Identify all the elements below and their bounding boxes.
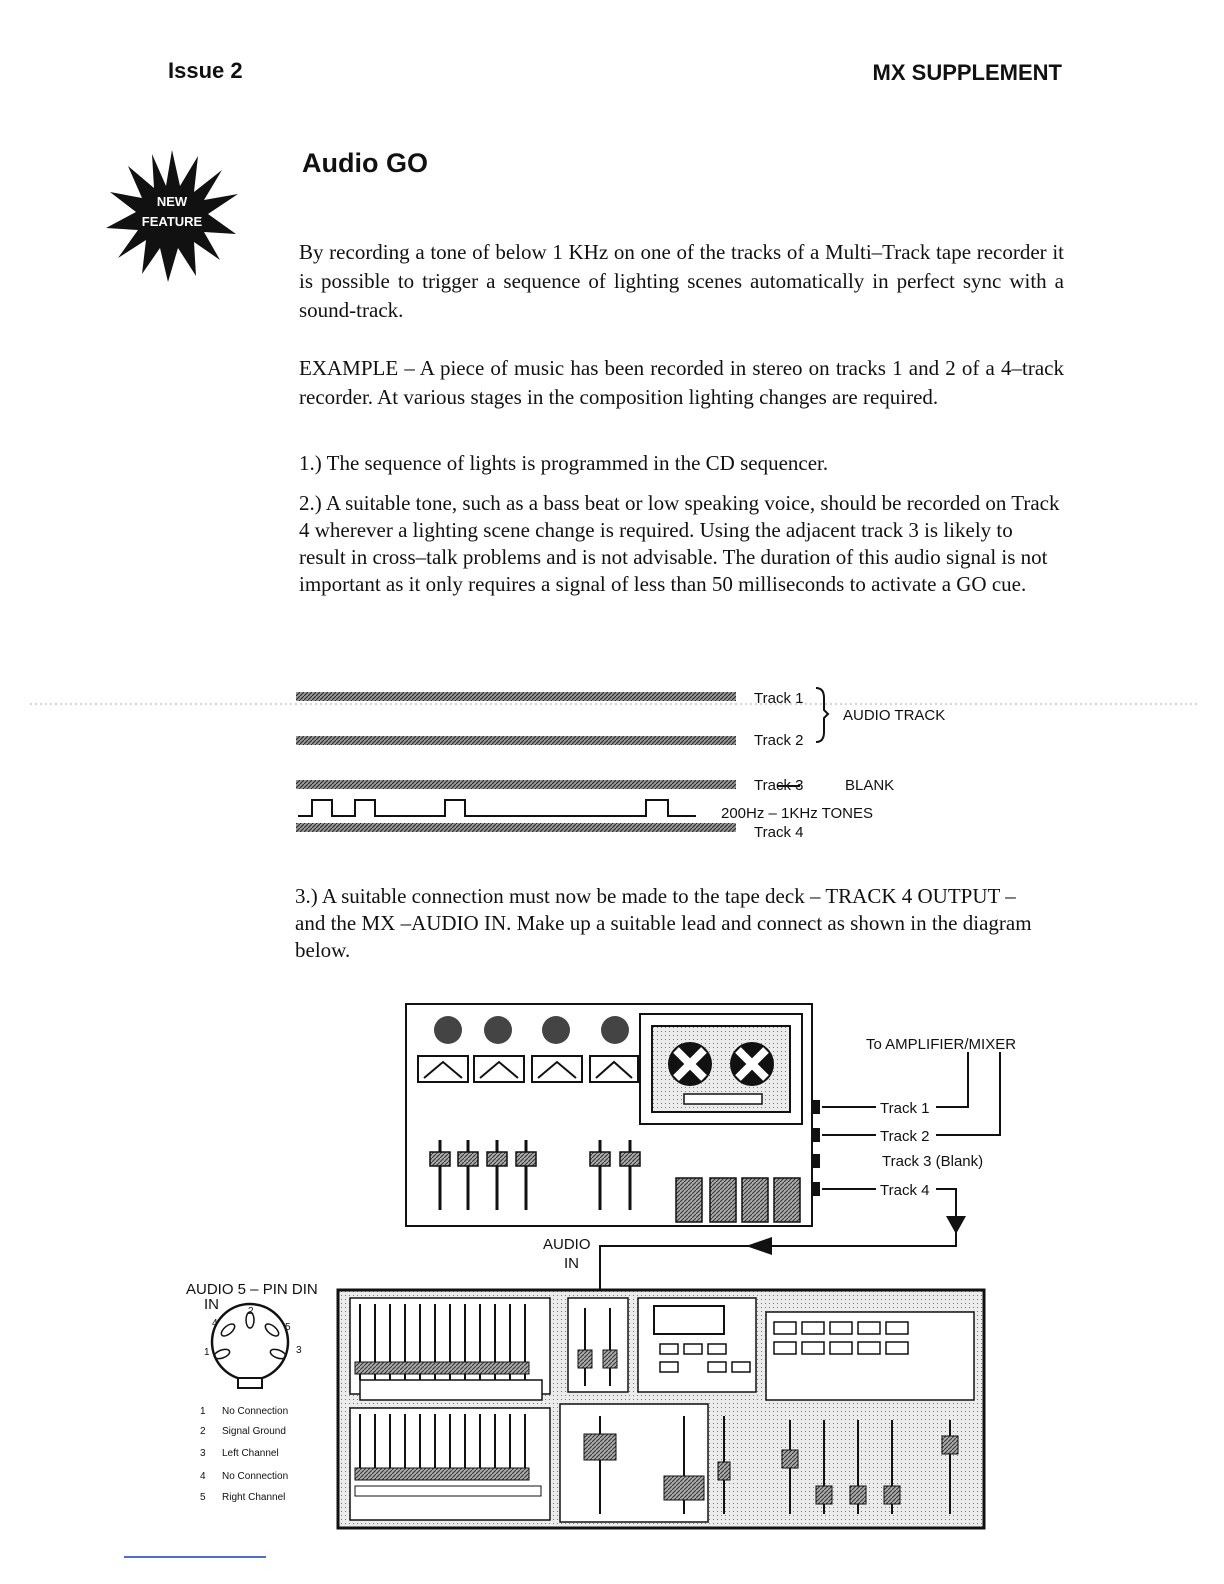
footer-rule — [124, 1556, 266, 1558]
pin-row: 4 No Connection — [200, 1471, 289, 1482]
track-1-bar — [296, 692, 736, 701]
connection-diagram — [0, 990, 1224, 1550]
output-track-4-label: Track 4 — [880, 1182, 930, 1199]
track-2-bar — [296, 736, 736, 745]
output-track-3-label: Track 3 (Blank) — [882, 1153, 984, 1170]
deck-fader — [487, 1152, 507, 1166]
din-title: AUDIO 5 – PIN DIN — [186, 1281, 318, 1298]
deck-knob — [542, 1016, 570, 1044]
tape-deck — [406, 1004, 820, 1226]
din-pin-number: 5 — [285, 1322, 291, 1333]
deck-fader — [590, 1152, 610, 1166]
track-3-bar — [296, 780, 736, 789]
track-4-arrow-icon — [946, 1216, 966, 1234]
audio-in-arrow-icon — [746, 1237, 772, 1255]
transport-button — [676, 1178, 702, 1222]
track-4-label: Track 4 — [754, 824, 804, 841]
deck-fader — [458, 1152, 478, 1166]
transport-button — [774, 1178, 800, 1222]
deck-fader — [516, 1152, 536, 1166]
pin-row: 5 Right Channel — [200, 1492, 286, 1503]
vu-meter — [474, 1056, 524, 1082]
track-1-label: Track 1 — [754, 690, 804, 707]
output-jack — [812, 1128, 820, 1142]
new-feature-badge — [120, 192, 224, 232]
step-3: 3.) A suitable connection must now be made to the tape deck – TRACK 4 OUTPUT – and the MX –AUDIO IN. Make up a suitable lead and connect as shown in the diagram below. — [295, 884, 1032, 962]
vu-meter — [418, 1056, 468, 1082]
vu-meter — [532, 1056, 582, 1082]
step-1: 1.) The sequence of lights is programmed in the CD sequencer. — [299, 451, 829, 475]
example-paragraph: EXAMPLE – A piece of music has been recorded in stereo on tracks 1 and 2 of a 4–track recorder. At various stages in the composition lighting changes are required. — [299, 356, 1064, 409]
din-pin-number: 3 — [296, 1345, 302, 1356]
channel-fader-row — [355, 1468, 529, 1480]
audio-in-label: AUDIO — [543, 1236, 591, 1253]
badge-line-new: NEW — [156, 194, 188, 209]
deck-knob — [601, 1016, 629, 1044]
deck-fader — [620, 1152, 640, 1166]
output-track-1-label: Track 1 — [880, 1100, 930, 1117]
din-title-2: IN — [204, 1296, 219, 1313]
track-4-bar — [296, 823, 736, 832]
pin-row: 1 No Connection — [200, 1406, 289, 1417]
output-jack — [812, 1182, 820, 1196]
track-2-label: Track 2 — [754, 732, 804, 749]
channel-fader-row — [355, 1362, 529, 1374]
transport-button — [742, 1178, 768, 1222]
din-pin-number: 4 — [212, 1318, 218, 1329]
output-track-2-label: Track 2 — [880, 1128, 930, 1145]
tones-label: 200Hz – 1KHz TONES — [721, 805, 874, 822]
audio-in-label-2: IN — [564, 1255, 579, 1272]
tone-pulses — [298, 800, 696, 816]
to-amplifier-label: To AMPLIFIER/MIXER — [866, 1036, 1017, 1053]
transport-button — [710, 1178, 736, 1222]
mx-console — [338, 1290, 984, 1528]
output-jack — [812, 1154, 820, 1168]
section-title: Audio GO — [302, 148, 428, 178]
pin-row: 3 Left Channel — [200, 1448, 279, 1459]
supplement-label: MX SUPPLEMENT — [872, 60, 1062, 85]
output-jack — [812, 1100, 820, 1114]
track-diagram — [0, 680, 1224, 850]
din-pin-number: 2 — [248, 1306, 254, 1317]
audio-track-brace — [816, 688, 828, 742]
console-display — [654, 1306, 724, 1334]
intro-paragraph: By recording a tone of below 1 KHz on one of the tracks of a Multi–Track tape recorder it is possible to trigger a sequence of lighting scenes automatically in perfect sync with a sound-track. — [299, 240, 1064, 322]
blank-label: BLANK — [845, 777, 895, 794]
track-3-label: Track 3 — [754, 777, 804, 794]
audio-track-label: AUDIO TRACK — [843, 707, 946, 724]
deck-knob — [434, 1016, 462, 1044]
deck-knob — [484, 1016, 512, 1044]
issue-label: Issue 2 — [168, 58, 243, 83]
step-2: 2.) A suitable tone, such as a bass beat or low speaking voice, should be recorded on Track 4 wherever a lighting scene change is required. Using the adjacent track 3 is likely to result in cross–talk problems and is not advisable. The duration of this audio signal is not important as it only requires a signal of less than 50 milliseconds to activate a GO cue. — [299, 491, 1060, 596]
din-pin-number: 1 — [204, 1347, 210, 1358]
deck-fader — [430, 1152, 450, 1166]
badge-line-feature: FEATURE — [141, 214, 203, 229]
pin-row: 2 Signal Ground — [200, 1426, 286, 1437]
